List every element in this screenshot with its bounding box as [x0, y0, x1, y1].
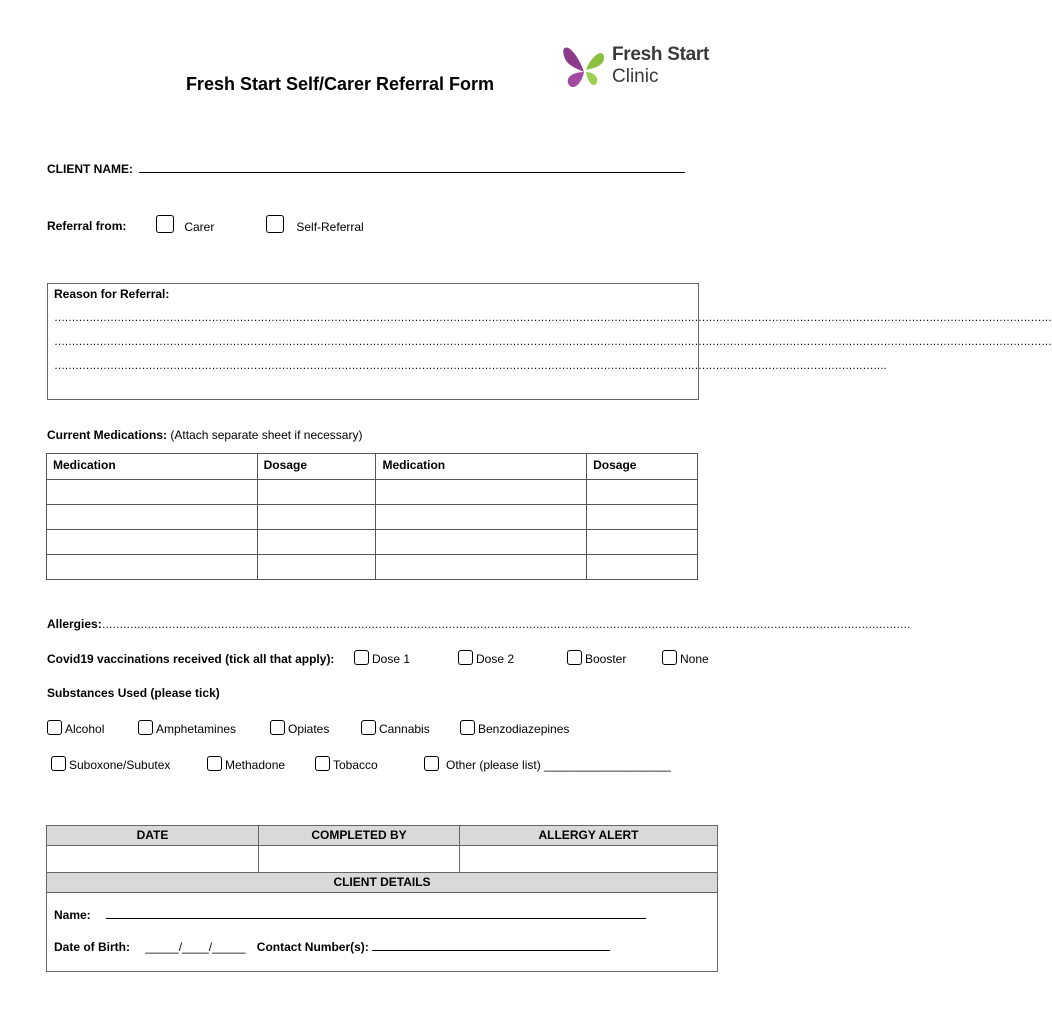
client-name-label: CLIENT NAME:	[47, 162, 133, 176]
dosage-cell[interactable]	[587, 480, 698, 505]
substance-alcohol[interactable]	[47, 720, 104, 736]
substance-tobacco[interactable]	[315, 756, 378, 772]
medication-cell[interactable]	[376, 555, 587, 580]
contact-field[interactable]	[372, 940, 610, 951]
reason-for-referral-box[interactable]	[47, 283, 1052, 400]
table-row	[47, 555, 698, 580]
name-field[interactable]	[106, 908, 646, 919]
allergy-alert-header: ALLERGY ALERT	[460, 826, 717, 846]
contact-label: Contact Number(s):	[256, 940, 369, 954]
logo-line2: Clinic	[612, 66, 659, 87]
cannabis-checkbox[interactable]	[361, 720, 376, 735]
substance-opiates[interactable]	[270, 720, 329, 736]
form-title: Fresh Start Self/Carer Referral Form	[185, 74, 495, 94]
logo-line1: Fresh Start	[612, 44, 710, 65]
self-referral-label: Self-Referral	[296, 220, 364, 234]
medications-table	[46, 453, 698, 580]
suboxone-checkbox[interactable]	[51, 756, 66, 771]
name-label: Name:	[54, 908, 91, 922]
table-row	[47, 530, 698, 555]
alcohol-checkbox[interactable]	[47, 720, 62, 735]
benzodiazepines-checkbox[interactable]	[460, 720, 475, 735]
date-header: DATE	[47, 826, 258, 846]
substance-amphetamines[interactable]	[138, 720, 236, 736]
referral-from-row	[47, 219, 126, 233]
none-checkbox[interactable]	[662, 650, 677, 665]
completed-by-field[interactable]	[259, 846, 459, 872]
medications-label: Current Medications:	[47, 428, 168, 442]
butterfly-icon	[560, 42, 610, 92]
medications-header-row	[47, 454, 698, 480]
allergies-label: Allergies:	[47, 617, 102, 631]
dose1-label: Dose 1	[372, 652, 411, 666]
covid-option-booster[interactable]	[567, 650, 626, 666]
dob-label: Date of Birth:	[54, 940, 130, 954]
tobacco-label: Tobacco	[333, 758, 378, 772]
substance-suboxone[interactable]	[51, 756, 170, 772]
covid-row	[47, 652, 334, 666]
dose2-label: Dose 2	[476, 652, 515, 666]
covid-option-none[interactable]	[662, 650, 709, 666]
medication-cell[interactable]	[376, 505, 587, 530]
table-row	[47, 480, 698, 505]
substance-benzodiazepines[interactable]	[460, 720, 569, 736]
reason-line-2: ……………………………………………………………………………………………………………………………………………………………………………………………………………………………………………………………	[54, 336, 1052, 348]
dosage-cell[interactable]	[587, 555, 698, 580]
amphetamines-label: Amphetamines	[156, 722, 237, 736]
dob-field[interactable]: _____/____/_____	[145, 940, 246, 954]
booster-label: Booster	[585, 652, 627, 666]
covid-label: Covid19 vaccinations received (tick all that apply):	[47, 652, 335, 666]
medication-cell[interactable]	[47, 505, 258, 530]
reason-line-3: ………………………………………………………………………………………………………………………………………………………………………………………………………………….	[54, 360, 887, 372]
dose2-checkbox[interactable]	[458, 650, 473, 665]
medications-note: (Attach separate sheet if necessary)	[170, 428, 363, 442]
carer-checkbox[interactable]	[156, 215, 174, 233]
allergy-alert-field[interactable]	[460, 846, 717, 872]
opiates-label: Opiates	[288, 722, 330, 736]
carer-label: Carer	[184, 220, 215, 234]
medication-cell[interactable]	[376, 530, 587, 555]
medications-heading	[47, 428, 362, 442]
header-medication-2: Medication	[376, 454, 587, 480]
substances-heading: Substances Used (please tick)	[47, 686, 220, 700]
client-name-row	[47, 160, 685, 176]
referral-carer-option[interactable]	[156, 215, 214, 234]
alcohol-label: Alcohol	[65, 722, 105, 736]
substance-other[interactable]	[424, 756, 671, 772]
medication-cell[interactable]	[47, 480, 258, 505]
dob-row	[54, 940, 610, 954]
date-field[interactable]	[47, 846, 258, 872]
name-row	[54, 908, 646, 922]
other-checkbox[interactable]	[424, 756, 439, 771]
medication-cell[interactable]	[376, 480, 587, 505]
reason-label: Reason for Referral:	[54, 287, 170, 301]
client-name-field[interactable]	[139, 160, 685, 173]
opiates-checkbox[interactable]	[270, 720, 285, 735]
referral-from-label: Referral from:	[47, 219, 127, 233]
dosage-cell[interactable]	[257, 530, 376, 555]
allergies-row[interactable]	[47, 617, 911, 631]
self-referral-checkbox[interactable]	[266, 215, 284, 233]
substance-cannabis[interactable]	[361, 720, 430, 736]
none-label: None	[680, 652, 709, 666]
covid-option-dose1[interactable]	[354, 650, 410, 666]
header-medication-1: Medication	[47, 454, 258, 480]
allergies-dots: ……………………………………………………………………………………………………………………………………………………………………………………………………………	[101, 619, 911, 631]
substance-methadone[interactable]	[207, 756, 285, 772]
other-label: Other (please list) ___________________	[446, 758, 671, 772]
methadone-label: Methadone	[225, 758, 286, 772]
table-row	[47, 505, 698, 530]
clinic-logo	[560, 42, 735, 94]
dosage-cell[interactable]	[587, 530, 698, 555]
office-use-box	[46, 825, 718, 972]
dose1-checkbox[interactable]	[354, 650, 369, 665]
completed-by-header: COMPLETED BY	[259, 826, 459, 846]
medication-cell[interactable]	[47, 530, 258, 555]
booster-checkbox[interactable]	[567, 650, 582, 665]
header-dosage-2: Dosage	[587, 454, 698, 480]
dosage-cell[interactable]	[587, 505, 698, 530]
referral-self-option[interactable]	[266, 215, 364, 234]
reason-line-1: ……………………………………………………………………………………………………………………………………………………………………………………………………………………………………………………………	[54, 312, 1052, 324]
cannabis-label: Cannabis	[379, 722, 430, 736]
methadone-checkbox[interactable]	[207, 756, 222, 771]
medication-cell[interactable]	[47, 555, 258, 580]
suboxone-label: Suboxone/Subutex	[69, 758, 171, 772]
client-details-header: CLIENT DETAILS	[47, 872, 717, 893]
dosage-cell[interactable]	[257, 505, 376, 530]
dosage-cell[interactable]	[257, 555, 376, 580]
covid-option-dose2[interactable]	[458, 650, 514, 666]
benzodiazepines-label: Benzodiazepines	[478, 722, 570, 736]
header-dosage-1: Dosage	[257, 454, 376, 480]
amphetamines-checkbox[interactable]	[138, 720, 153, 735]
tobacco-checkbox[interactable]	[315, 756, 330, 771]
dosage-cell[interactable]	[257, 480, 376, 505]
